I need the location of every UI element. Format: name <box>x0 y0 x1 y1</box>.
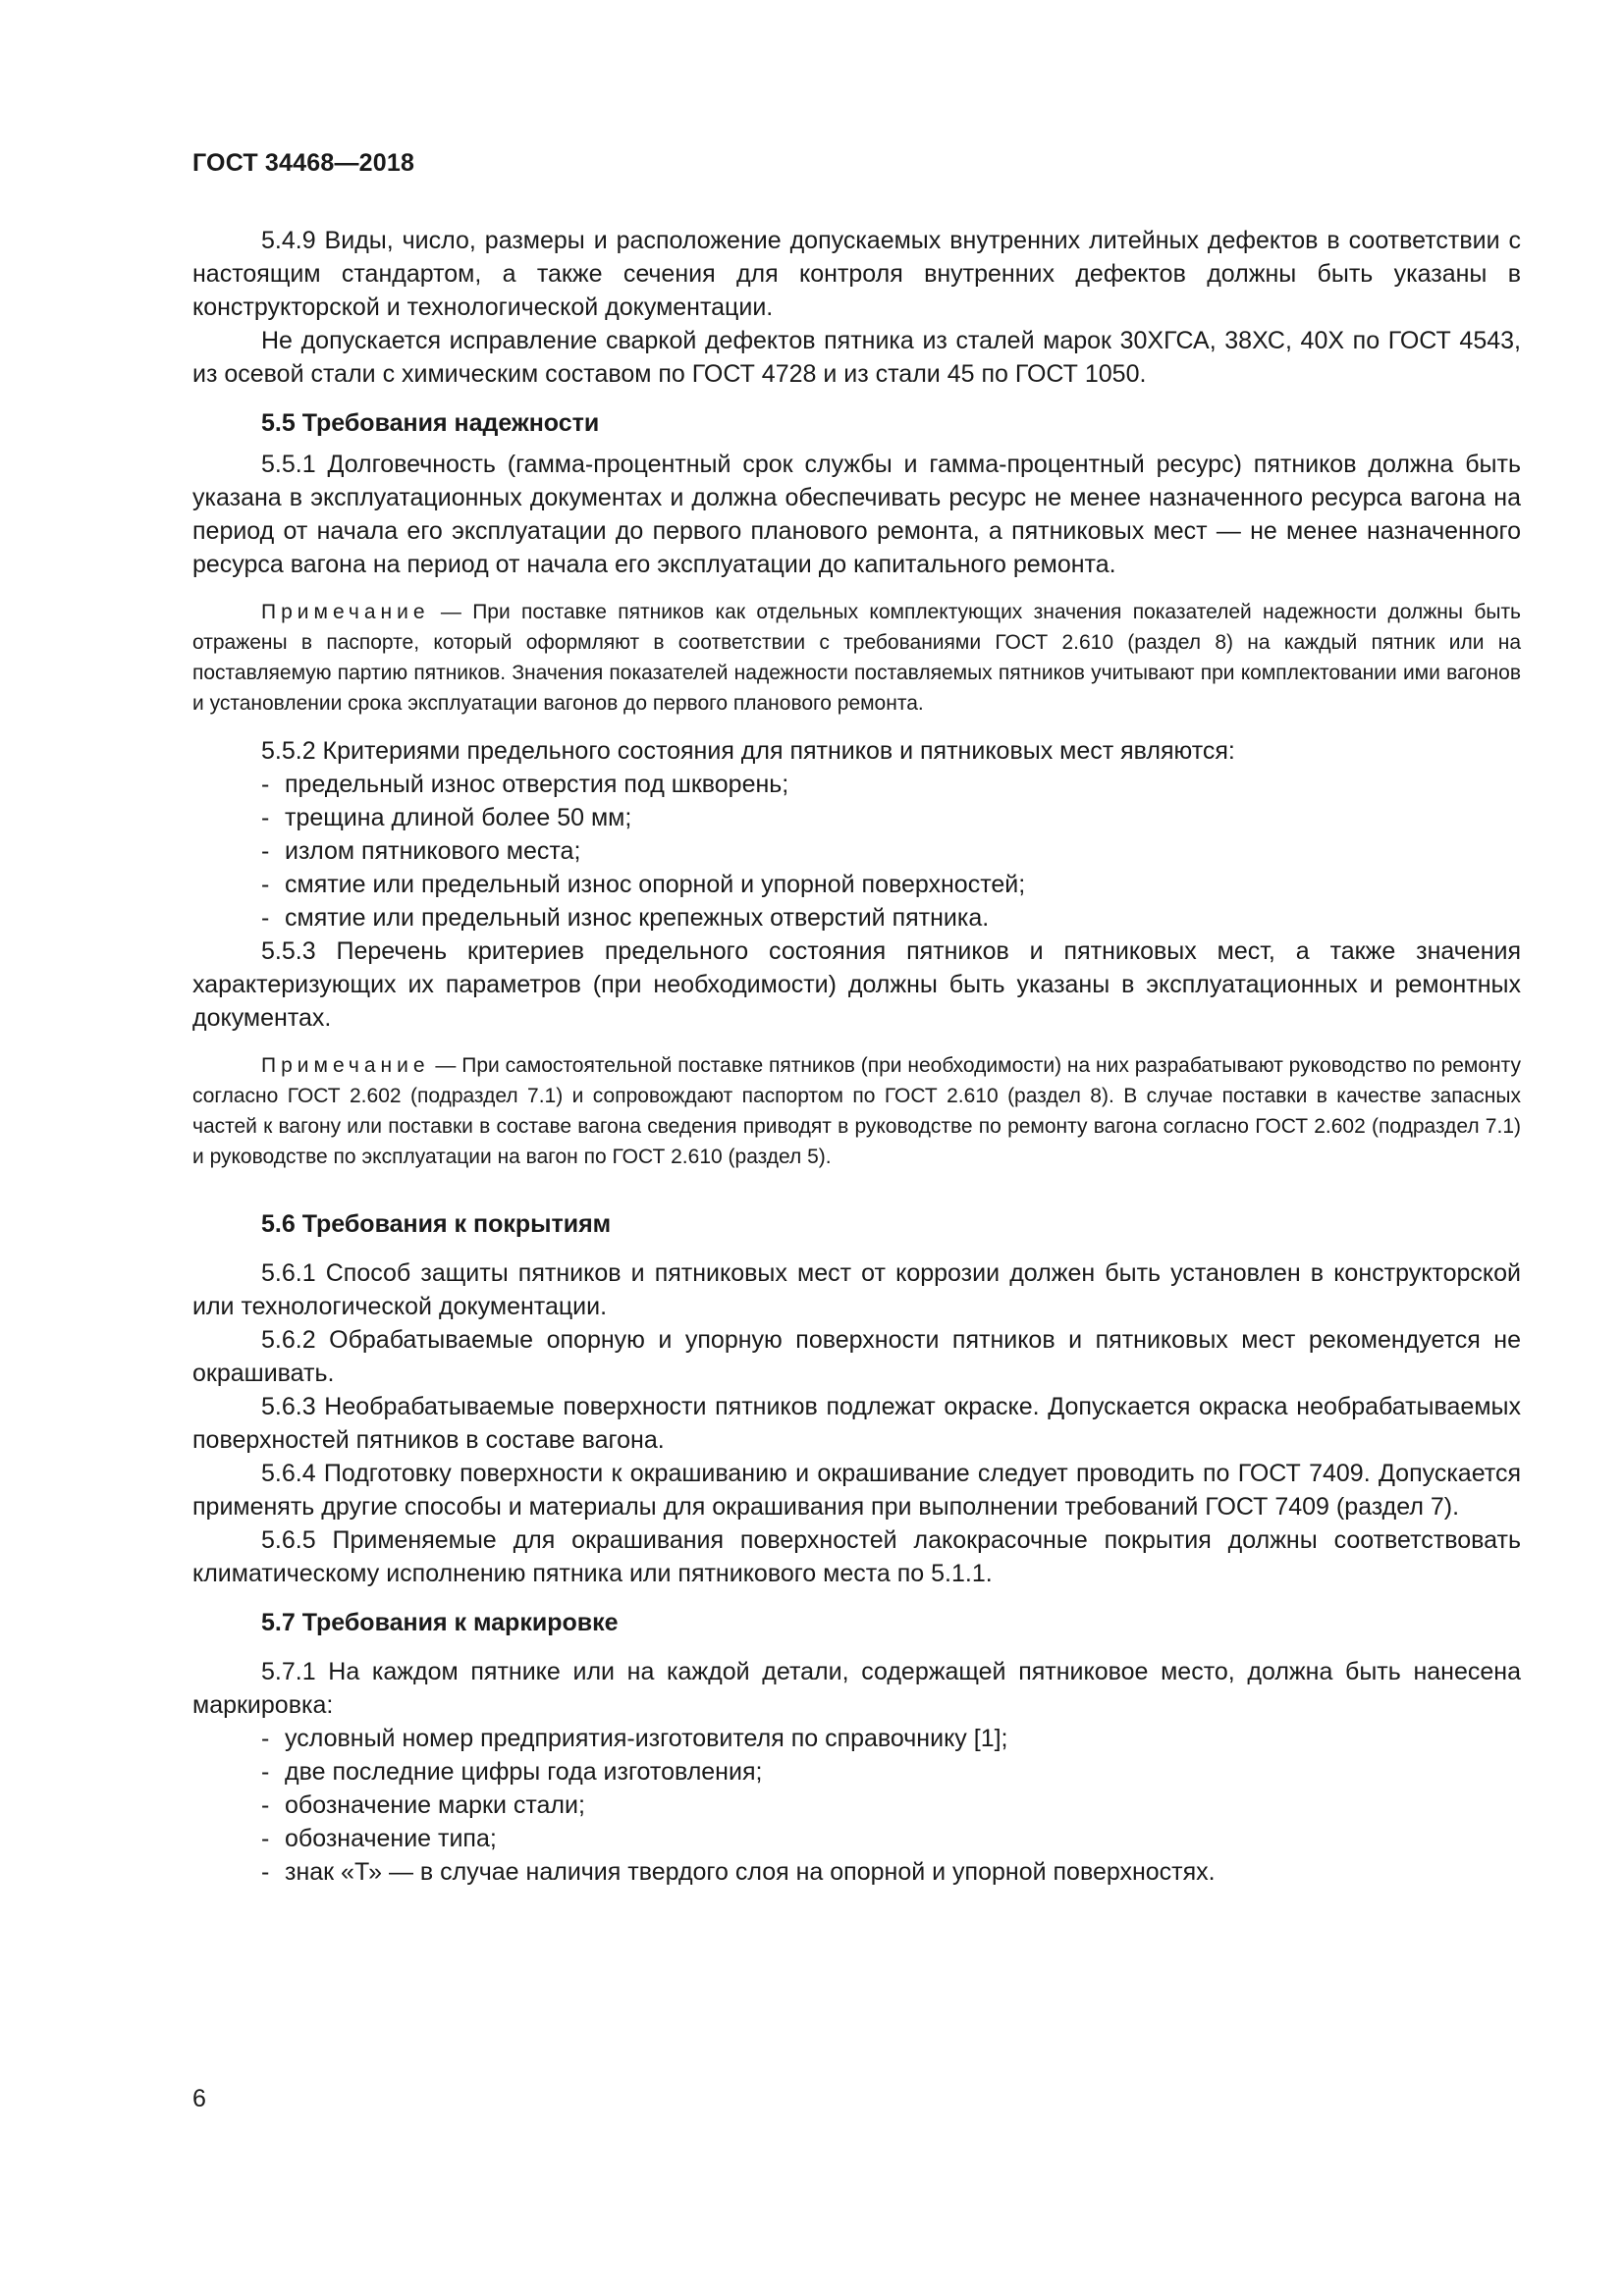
paragraph-5-5-3: 5.5.3 Перечень критериев предельного состояния пятников и пятниковых мест, а также значения характеризующих их параметров (при необходимости) должны быть указаны в эксплуатационных и ремонтных документах. <box>192 937 1521 1032</box>
list-item: - смятие или предельный износ крепежных отверстий пятника. <box>261 904 990 932</box>
list-item: - знак «Т» — в случае наличия твердого слоя на опорной и упорной поверхностях. <box>261 1858 1216 1886</box>
limit-state-criteria-list <box>192 768 1521 934</box>
note-reliability <box>192 597 1521 719</box>
section-heading-5-6: 5.6 Требования к покрытиям <box>261 1210 612 1238</box>
paragraph-5-5-1: 5.5.1 Долговечность (гамма-процентный срок службы и гамма-процентный ресурс) пятников должна быть указана в эксплуатационных документах и должна обеспечивать ресурс не менее назначенного ресурса вагона на период от начала его эксплуатации до первого планового ремонта, а пятниковых мест — не менее назначенного ресурса вагона на период от начала его эксплуатации до капитального ремонта. <box>192 451 1521 578</box>
note-label: Примечание <box>261 601 430 623</box>
paragraph-5-6-1: 5.6.1 Способ защиты пятников и пятниковых мест от коррозии должен быть установлен в конструкторской или технологической документации. <box>192 1259 1521 1320</box>
document-body <box>192 224 1521 1889</box>
marking-list <box>192 1722 1521 1889</box>
document-code-header: ГОСТ 34468—2018 <box>192 149 415 177</box>
list-item: - обозначение типа; <box>261 1825 497 1852</box>
note-text: — При самостоятельной поставке пятников (при необходимости) на них разрабатывают руководство по ремонту согласно ГОСТ 2.602 (подраздел 7.1) и сопровождают паспортом по ГОСТ 2.610 (раздел 8). В случае поставки в качестве запасных частей к вагону или поставки в составе вагона сведения приводят в руководстве по ремонту вагона согласно ГОСТ 2.602 (подраздел 7.1) и руководстве по эксплуатации на вагон по ГОСТ 2.610 (раздел 5). <box>192 1054 1521 1168</box>
page-number: 6 <box>192 2085 206 2112</box>
paragraph-5-4-9-welding: Не допускается исправление сваркой дефектов пятника из сталей марок 30ХГСА, 38ХС, 40Х по ГОСТ 4543, из осевой стали с химическим составом по ГОСТ 4728 и из стали 45 по ГОСТ 1050. <box>192 327 1521 388</box>
list-item: - условный номер предприятия-изготовителя по справочнику [1]; <box>261 1725 1008 1752</box>
paragraph-5-4-9: 5.4.9 Виды, число, размеры и расположение допускаемых внутренних литейных дефектов в соответствии с настоящим стандартом, а также сечения для контроля внутренних дефектов должны быть указаны в конструкторской и технологической документации. <box>192 227 1521 321</box>
note-label: Примечание <box>261 1054 430 1077</box>
paragraph-5-7-1: 5.7.1 На каждом пятнике или на каждой детали, содержащей пятниковое место, должна быть нанесена маркировка: <box>192 1658 1521 1719</box>
list-item: - две последние цифры года изготовления; <box>261 1758 763 1786</box>
paragraph-5-6-2: 5.6.2 Обрабатываемые опорную и упорную поверхности пятников и пятниковых мест рекомендуется не окрашивать. <box>192 1326 1521 1387</box>
paragraph-5-6-3: 5.6.3 Необрабатываемые поверхности пятников подлежат окраске. Допускается окраска необрабатываемых поверхностей пятников в составе вагона. <box>192 1393 1521 1454</box>
list-item: - трещина длиной более 50 мм; <box>261 804 632 831</box>
list-item: - излом пятникового места; <box>261 837 581 865</box>
note-text: — При поставке пятников как отдельных комплектующих значения показателей надежности должны быть отражены в паспорте, который оформляют в соответствии с требованиями ГОСТ 2.610 (раздел 8) на каждый пятник или на поставляемую партию пятников. Значения показателей надежности поставляемых пятников учитывают при комплектовании ими вагонов и установлении срока эксплуатации вагонов до первого планового ремонта. <box>192 601 1521 715</box>
paragraph-5-5-2: 5.5.2 Критериями предельного состояния для пятников и пятниковых мест являются: <box>261 737 1235 765</box>
note-repair-manual <box>192 1050 1521 1172</box>
list-item: - смятие или предельный износ опорной и упорной поверхностей; <box>261 871 1026 898</box>
section-heading-5-7: 5.7 Требования к маркировке <box>261 1609 619 1636</box>
paragraph-5-6-4: 5.6.4 Подготовку поверхности к окрашиванию и окрашивание следует проводить по ГОСТ 7409. Допускается применять другие способы и материалы для окрашивания при выполнении требований ГОСТ 7409 (раздел 7). <box>192 1460 1521 1521</box>
section-heading-5-5: 5.5 Требования надежности <box>261 409 600 437</box>
list-item: - предельный износ отверстия под шкворень; <box>261 771 789 798</box>
list-item: - обозначение марки стали; <box>261 1791 585 1819</box>
paragraph-5-6-5: 5.6.5 Применяемые для окрашивания поверхностей лакокрасочные покрытия должны соответствовать климатическому исполнению пятника или пятникового места по 5.1.1. <box>192 1526 1521 1587</box>
